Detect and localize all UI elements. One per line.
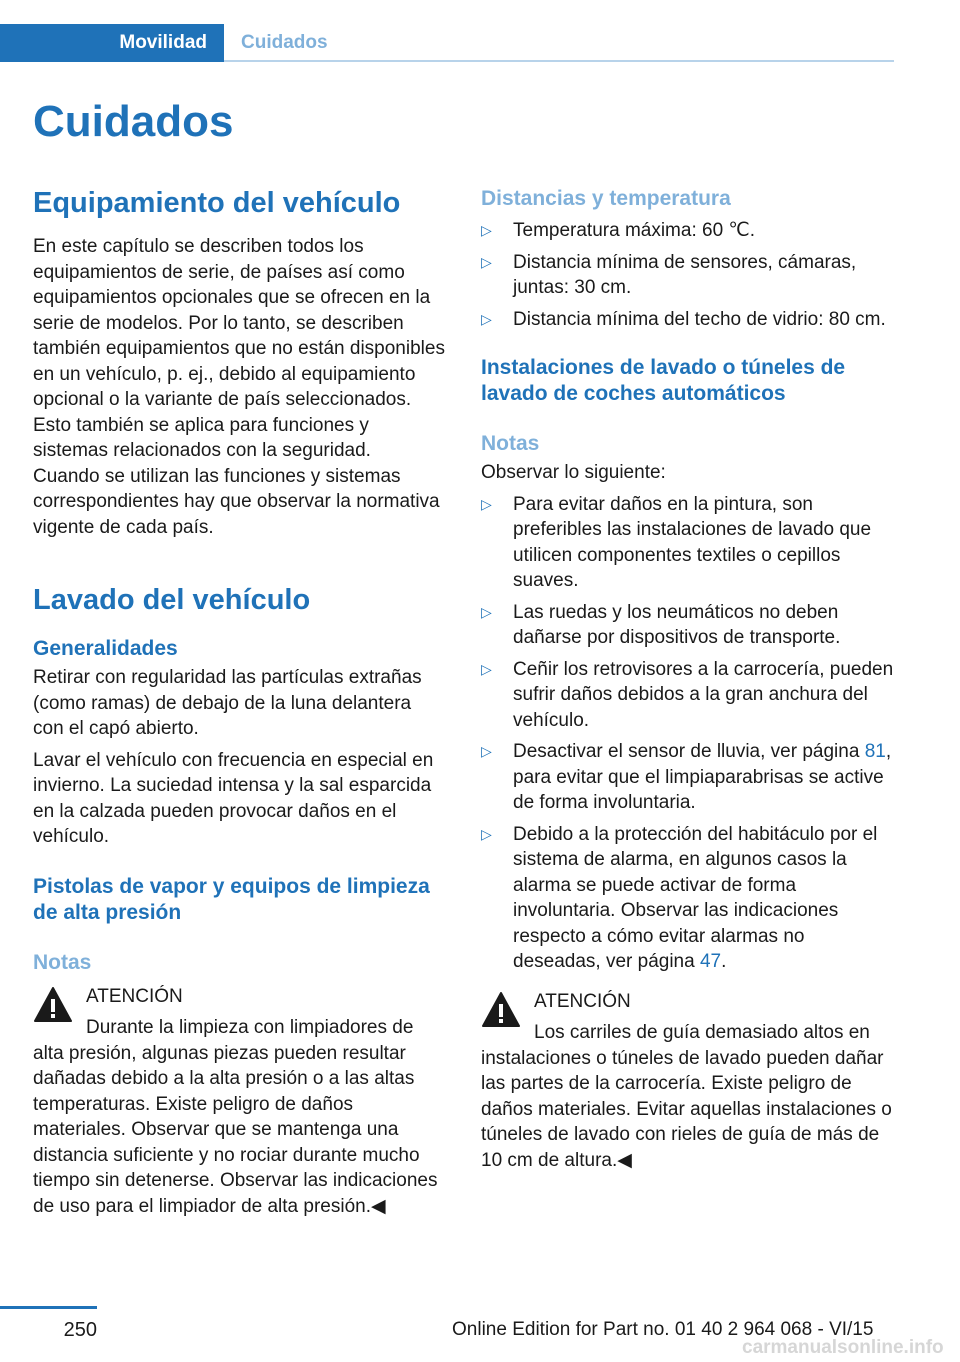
list-item: [481, 657, 895, 734]
list-item-text: Distancia mínima de sensores, cámaras, juntas: 30 cm.: [513, 251, 857, 298]
heading-notas-right: Notas: [481, 432, 540, 455]
list-item-text: Ceñir los retrovisores a la carrocería, pueden sufrir daños debidos a la gran anchura del vehículo.: [513, 658, 894, 731]
list-distancias: [481, 218, 895, 332]
list-item: [481, 822, 895, 975]
warning-text: [33, 1015, 447, 1219]
paragraph-normativa: Cuando se utilizan las funciones y sistemas correspondientes hay que observar la normativa vigente de cada país.: [33, 465, 440, 538]
paragraph-observar: Observar lo siguiente:: [481, 462, 666, 483]
warning-alta-presion: [33, 984, 447, 1220]
list-item: [481, 600, 895, 651]
warning-text: [481, 1020, 895, 1173]
triangle-bullet-icon: ▷: [481, 495, 492, 512]
heading-equipamiento: Equipamiento del vehículo: [33, 187, 401, 219]
list-item: [481, 218, 895, 244]
footer-rule: [0, 1306, 97, 1309]
triangle-bullet-icon: ▷: [481, 660, 492, 677]
triangle-bullet-icon: ▷: [481, 603, 492, 620]
tab-divider: [224, 60, 894, 62]
left-column: [33, 180, 447, 1219]
list-item-text: Para evitar daños en la pintura, son preferibles las instalaciones de lavado que utilicen componentes textiles o cepillos suaves.: [513, 493, 872, 591]
triangle-bullet-icon: ▷: [481, 222, 492, 238]
list-item-text: Distancia mínima del techo de vidrio: 80 cm.: [513, 308, 886, 330]
warning-carriles: [481, 989, 895, 1174]
page-number: 250: [63, 1319, 97, 1341]
warning-triangle-icon: [481, 991, 521, 1029]
heading-notas-left: Notas: [33, 950, 92, 974]
heading-pistolas: Pistolas de vapor y equipos de limpieza de alta presión: [33, 874, 430, 924]
list-notas: [481, 492, 895, 975]
warning-text-body: Los carriles de guía demasiado altos en instalaciones o túneles de lavado pueden dañar las partes de la carrocería. Existe peligro de daños materiales. Evitar aquellas instalaciones o túneles de lavado con rieles de guía de más de 10 cm de altura.◀: [481, 1022, 892, 1171]
right-column: [481, 180, 895, 1173]
list-item-text: Las ruedas y los neumáticos no deben dañarse por dispositivos de transporte.: [513, 601, 841, 648]
triangle-bullet-icon: ▷: [481, 253, 492, 270]
list-item-text: Desactivar el sensor de lluvia, ver página: [513, 741, 860, 762]
list-item: [481, 739, 895, 816]
triangle-bullet-icon: ▷: [481, 825, 492, 842]
heading-generalidades: Generalidades: [33, 637, 178, 660]
list-item-text: .: [721, 951, 727, 972]
heading-distancias: Distancias y temperatura: [481, 187, 731, 210]
list-item: [481, 250, 895, 301]
paragraph-retirar: Retirar con regularidad las partículas extrañas (como ramas) de debajo de la luna delantera con el capó abierto.: [33, 667, 422, 739]
paragraph-equipamiento: En este capítulo se describen todos los equipamientos de serie, de países así como equipamientos opcionales que se ofrecen en la serie de modelos. Por lo tanto, se describen también equipamientos que no están disponibles en un vehículo, p. ej., debido al equipamiento opcional o la variante de país seleccionados. Esto también se aplica para funciones y sistemas relacionados con la seguridad.: [33, 236, 445, 461]
list-item-text: Temperatura máxima: 60 ℃.: [513, 220, 756, 241]
triangle-bullet-icon: ▷: [481, 743, 492, 759]
watermark: carmanualsonline.info: [742, 1337, 944, 1358]
edition-info: Online Edition for Part no. 01 40 2 964 068 - VI/15: [452, 1319, 874, 1340]
list-item: [481, 492, 895, 594]
chapter-tabs: [0, 24, 894, 62]
list-item-text: , para evitar que el limpiaparabrisas se active de forma involuntaria.: [513, 741, 892, 813]
paragraph-lavar: Lavar el vehículo con frecuencia en especial en invierno. La suciedad intensa y la sal esparcida en la calzada pueden provocar daños en el vehículo.: [33, 749, 434, 847]
heading-instalaciones: Instalaciones de lavado o túneles de lavado de coches automáticos: [481, 356, 846, 405]
warning-triangle-icon: [33, 986, 73, 1024]
triangle-bullet-icon: ▷: [481, 310, 492, 327]
tab-movilidad[interactable]: Movilidad: [0, 24, 224, 62]
heading-lavado: Lavado del vehículo: [33, 584, 311, 616]
list-item: [481, 307, 895, 333]
page-link-47[interactable]: 47: [699, 951, 722, 972]
page-title: Cuidados: [33, 97, 234, 146]
tab-cuidados[interactable]: Cuidados: [241, 32, 328, 53]
warning-title: ATENCIÓN: [534, 990, 631, 1012]
page-link-81[interactable]: 81: [864, 741, 886, 762]
list-item-text: Debido a la protección del habitáculo por el sistema de alarma, en algunos casos la alarma se puede activar de forma involuntaria. Observar las indicaciones respecto a cómo evitar alarmas no deseadas, ver página: [513, 823, 878, 972]
warning-text-body: Durante la limpieza con limpiadores de alta presión, algunas piezas pueden resultar dañadas debido a la alta presión o a las altas temperaturas. Existe peligro de daños materiales. Observar que se mantenga una distancia suficiente y no rociar durante mucho tiempo sin detenerse. Observar las indicaciones de uso para el limpiador de alta presión.◀: [33, 1017, 438, 1217]
warning-title: ATENCIÓN: [86, 985, 183, 1007]
